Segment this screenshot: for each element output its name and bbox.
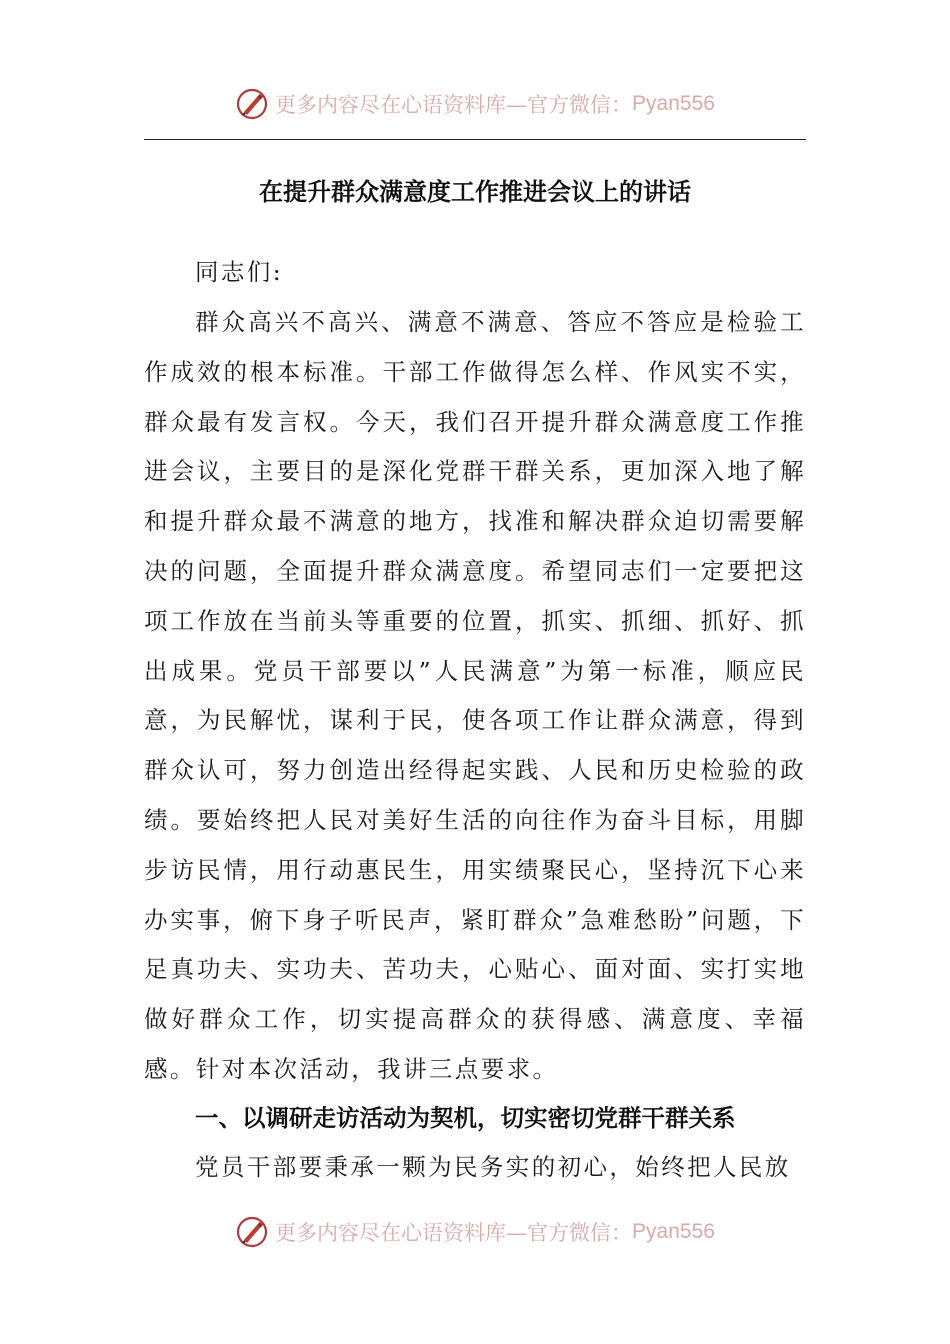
footer-watermark <box>0 1212 950 1252</box>
watermark-text: 更多内容尽在心语资料库—官方微信： <box>275 93 633 117</box>
pen-logo-icon <box>235 87 269 121</box>
salutation: 同志们: <box>195 258 284 286</box>
watermark-text: 更多内容尽在心语资料库—官方微信： <box>275 1221 633 1245</box>
section-heading-1: 一、以调研走访活动为契机，切实密切党群干群关系 <box>195 1104 736 1132</box>
header-divider <box>144 139 806 140</box>
document-title: 在提升群众满意度工作推进会议上的讲话 <box>259 177 691 206</box>
body-paragraph-2: 党员干部要秉承一颗为民务实的初心，始终把人民放 <box>195 1153 791 1181</box>
body-paragraph-1: 群众高兴不高兴、满意不满意、答应不答应是检验工作成效的根本标准。干部工作做得怎么样、作风实不实，群众最有发言权。今天，我们召开提升群众满意度工作推进会议，主要目的是深化党群干群关系，更加深入地了解和提升群众最不满意的地方，找准和解决群众迫切需要解决的问题，全面提升群众满意度。希望同志们一定要把这项工作放在当前头等重要的位置，抓实、抓细、抓好、抓出成果。党员干部要以”人民满意”为第一标准，顺应民意，为民解忧，谋利于民，使各项工作让群众满意，得到群众认可，努力创造出经得起实践、人民和历史检验的政绩。要始终把人民对美好生活的向往作为奋斗目标，用脚步访民情，用行动惠民生，用实绩聚民心，坚持沉下心来办实事，俯下身子听民声，紧盯群众”急难愁盼”问题，下足真功夫、实功夫、苦功夫，心贴心、面对面、实打实地做好群众工作，切实提高群众的获得感、满意度、幸福感。针对本次活动，我讲三点要求。 <box>144 308 806 1083</box>
watermark-id: Pyan556 <box>632 92 715 115</box>
pen-logo-icon <box>235 1215 269 1249</box>
header-watermark <box>0 84 950 124</box>
watermark-id: Pyan556 <box>632 1220 715 1243</box>
